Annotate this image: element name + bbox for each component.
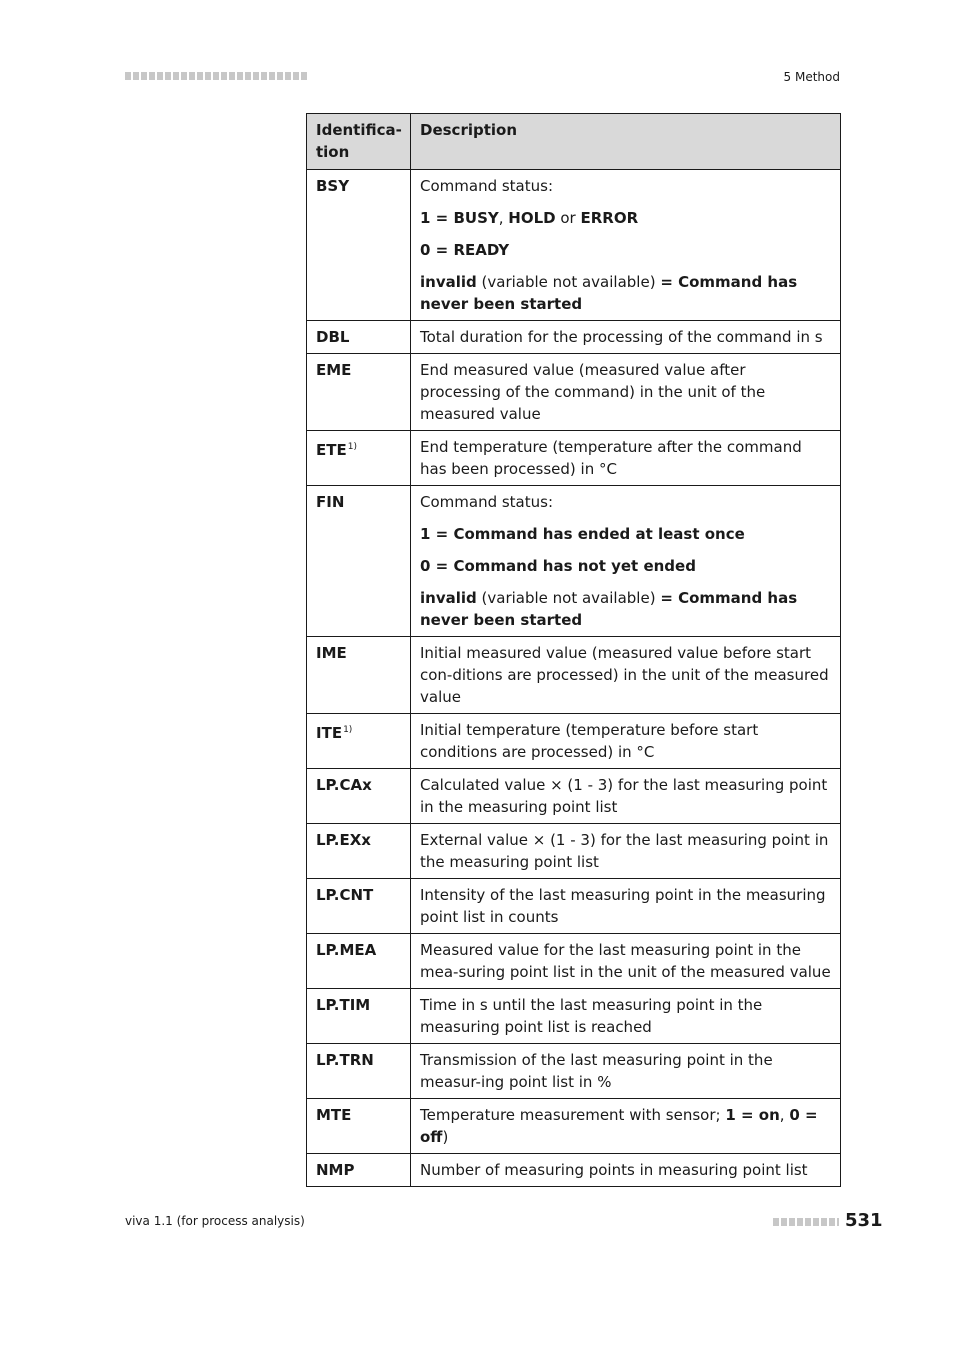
description-cell (411, 1099, 841, 1154)
identification-cell: LP.CAx (307, 769, 411, 824)
description-paragraph (420, 239, 831, 261)
description-paragraph: End temperature (temperature after the command has been processed) in °C (420, 438, 802, 478)
description-cell (411, 879, 841, 934)
description-paragraph: invalid (variable not available) = Command has never been started (420, 589, 798, 629)
description-cell (411, 824, 841, 879)
description-paragraph: invalid (variable not available) = Command has never been started (420, 273, 798, 313)
description-cell (411, 769, 841, 824)
description-paragraph: Total duration for the processing of the command in s (420, 328, 823, 346)
description-cell (411, 989, 841, 1044)
description-paragraph: Measured value for the last measuring point in the mea-suring point list in the unit of the measured value (420, 941, 831, 981)
bold-value: 0 = READY (420, 241, 510, 259)
table-row (307, 486, 841, 637)
footnote-marker: 1) (343, 725, 353, 735)
identification-cell: EME (307, 354, 411, 431)
description-paragraph: Transmission of the last measuring point in the measur-ing point list in % (420, 1051, 773, 1091)
header-section-title: 5 Method (783, 70, 840, 84)
table-row (307, 714, 841, 769)
description-cell (411, 486, 841, 637)
description-paragraph (420, 523, 831, 545)
table-header-row (307, 114, 841, 170)
identification-cell: FIN (307, 486, 411, 637)
bold-value: 0 = off (420, 1106, 818, 1146)
identification-cell: NMP (307, 1154, 411, 1187)
identification-cell: LP.CNT (307, 879, 411, 934)
description-cell (411, 321, 841, 354)
description-cell (411, 431, 841, 486)
table-row (307, 170, 841, 321)
identification-cell: IME (307, 637, 411, 714)
description-cell (411, 714, 841, 769)
identification-cell: DBL (307, 321, 411, 354)
description-paragraph: Temperature measurement with sensor; 1 = on, 0 = off) (420, 1106, 818, 1146)
header-decoration (125, 72, 307, 80)
page-number: 531 (845, 1210, 883, 1231)
description-paragraph: Initial temperature (temperature before start conditions are processed) in °C (420, 721, 759, 761)
description-paragraph: Command status: (420, 493, 554, 511)
bold-value: 0 = Command has not yet ended (420, 557, 696, 575)
identification-cell: LP.MEA (307, 934, 411, 989)
identification-cell: ETE$^{1)}$ (307, 431, 411, 486)
column-header-description: Description (411, 114, 841, 170)
footer-product: viva 1.1 (for process analysis) (125, 1214, 305, 1228)
footer-decoration (773, 1218, 839, 1226)
description-cell (411, 1044, 841, 1099)
bold-value: ERROR (580, 209, 639, 227)
table-row (307, 1099, 841, 1154)
table-body (307, 170, 841, 1187)
identification-cell: LP.TRN (307, 1044, 411, 1099)
description-paragraph: Time in s until the last measuring point in the measuring point list is reached (420, 996, 763, 1036)
bold-value: = Command has never been started (420, 273, 798, 313)
parameter-table (306, 113, 841, 1187)
table-row (307, 769, 841, 824)
description-paragraph: 1 = BUSY, HOLD or ERROR (420, 209, 639, 227)
description-paragraph (420, 555, 831, 577)
table-row (307, 879, 841, 934)
identification-cell: LP.TIM (307, 989, 411, 1044)
column-header-identification: Identifica- tion (307, 114, 411, 170)
identification-cell: MTE (307, 1099, 411, 1154)
footnote-marker: 1) (347, 442, 357, 452)
bold-value: = Command has never been started (420, 589, 798, 629)
table-row (307, 354, 841, 431)
description-cell (411, 934, 841, 989)
table-row (307, 431, 841, 486)
table-row (307, 1154, 841, 1187)
table-row (307, 824, 841, 879)
description-paragraph: Intensity of the last measuring point in the measuring point list in counts (420, 886, 826, 926)
bold-value: invalid (420, 273, 477, 291)
description-paragraph: Calculated value × (1 - 3) for the last measuring point in the measuring point list (420, 776, 828, 816)
bold-value: 1 = BUSY (420, 209, 499, 227)
table-row (307, 637, 841, 714)
identification-cell: BSY (307, 170, 411, 321)
identification-cell: ITE$^{1)}$ (307, 714, 411, 769)
description-cell (411, 637, 841, 714)
table-row (307, 321, 841, 354)
bold-value: 1 = on (725, 1106, 780, 1124)
table-row (307, 934, 841, 989)
bold-value: 1 = Command has ended at least once (420, 525, 745, 543)
description-paragraph: Initial measured value (measured value before start con-ditions are processed) in the unit of the measured value (420, 644, 829, 706)
bold-value: HOLD (508, 209, 556, 227)
description-cell (411, 354, 841, 431)
description-cell (411, 170, 841, 321)
description-cell (411, 1154, 841, 1187)
description-paragraph: End measured value (measured value after processing of the command) in the unit of the measured value (420, 361, 766, 423)
description-paragraph: Number of measuring points in measuring point list (420, 1161, 808, 1179)
identification-cell: LP.EXx (307, 824, 411, 879)
description-paragraph: External value × (1 - 3) for the last measuring point in the measuring point list (420, 831, 829, 871)
bold-value: invalid (420, 589, 477, 607)
table-row (307, 1044, 841, 1099)
table-row (307, 989, 841, 1044)
description-paragraph: Command status: (420, 177, 554, 195)
